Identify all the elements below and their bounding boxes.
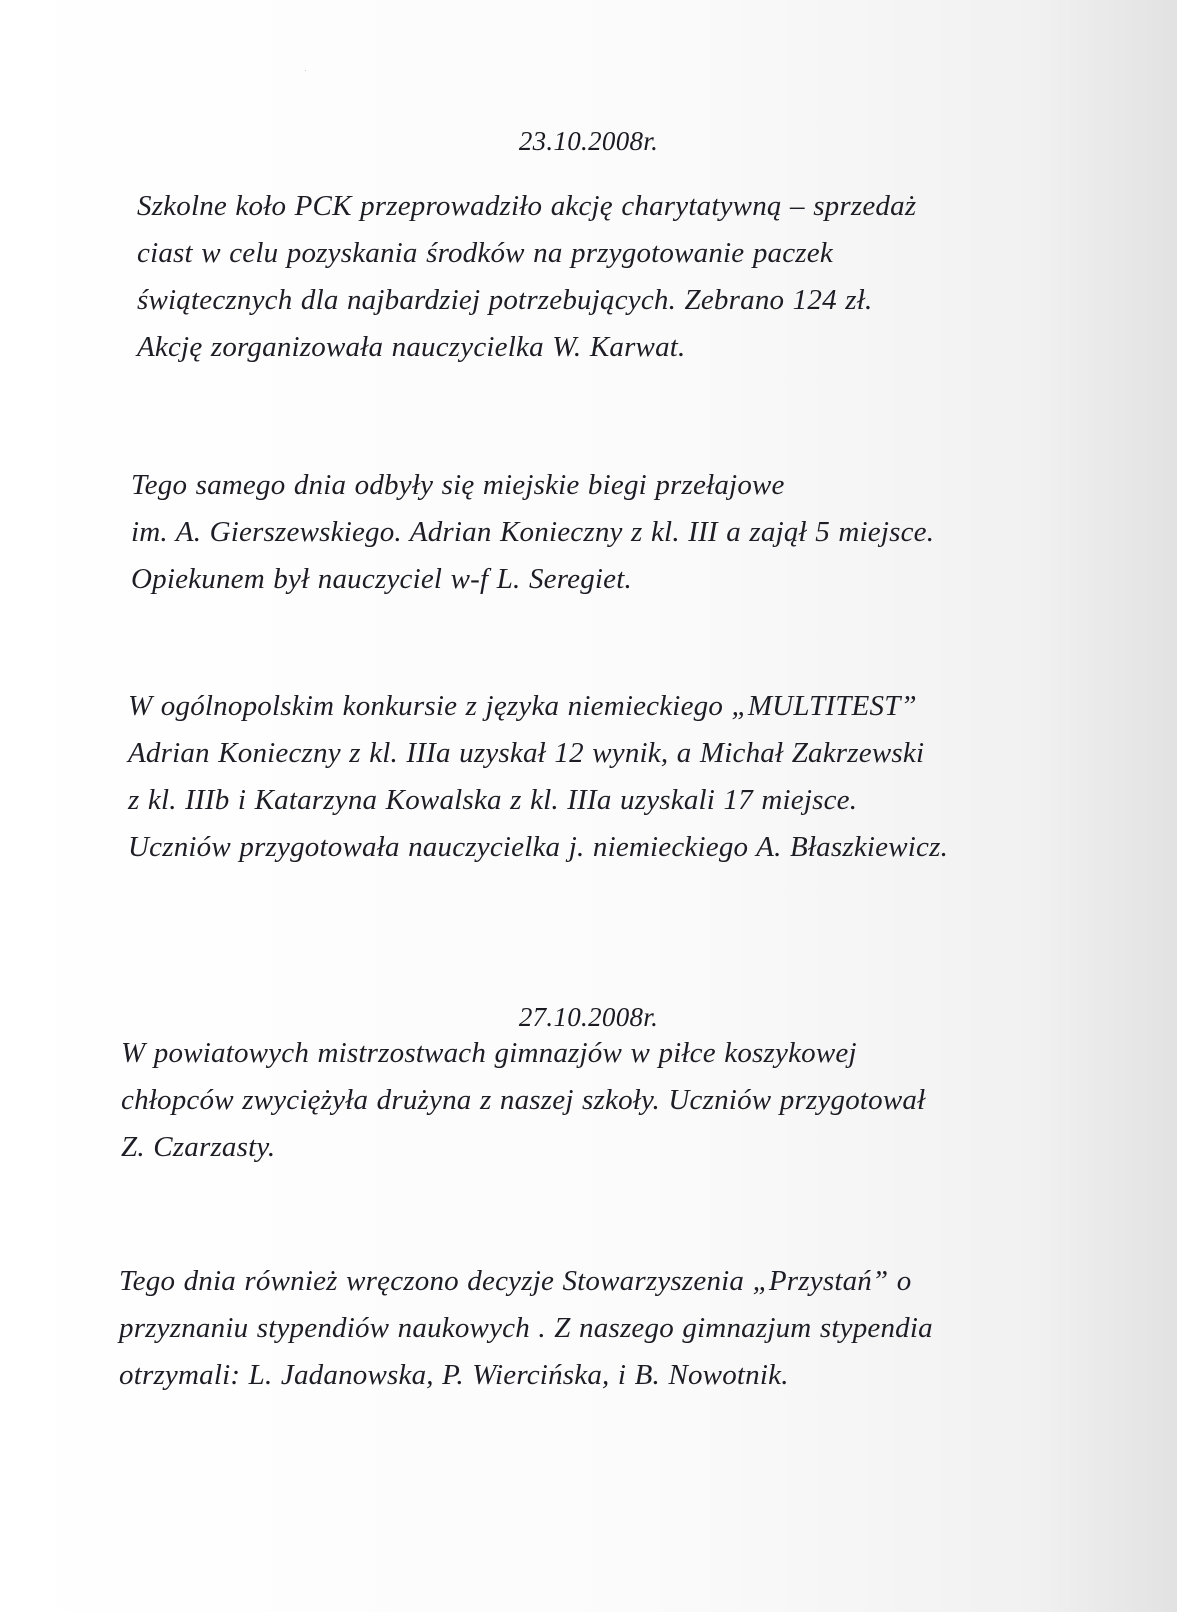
text-line: chłopców zwyciężyła drużyna z naszej szkoły. Uczniów przygotował: [121, 1084, 926, 1116]
text-line: W ogólnopolskim konkursie z języka niemieckiego „MULTITEST”: [128, 690, 917, 722]
text-line: Adrian Konieczny z kl. IIIa uzyskał 12 wynik, a Michał Zakrzewski: [128, 737, 925, 769]
text-line: Szkolne koło PCK przeprowadziło akcję charytatywną – sprzedaż: [137, 190, 917, 222]
entry-paragraph: [121, 1030, 925, 1171]
text-line: z kl. IIIb i Katarzyna Kowalska z kl. IIIa uzyskali 17 miejsce.: [128, 784, 858, 816]
text-line: Tego dnia również wręczono decyzje Stowarzyszenia „Przystań” o: [119, 1265, 912, 1297]
entry-date: 23.10.2008r.: [518, 126, 659, 156]
text-line: im. A. Gierszewskiego. Adrian Konieczny z kl. III a zajął 5 miejsce.: [131, 516, 935, 548]
text-line: Uczniów przygotowała nauczycielka j. niemieckiego A. Błaszkiewicz.: [128, 831, 949, 863]
text-line: Akcję zorganizowała nauczycielka W. Karwat.: [137, 331, 686, 363]
entry-paragraph: [119, 1258, 933, 1399]
entry-paragraph: [131, 462, 934, 603]
entry-paragraph: [137, 183, 916, 371]
text-line: świątecznych dla najbardziej potrzebujących. Zebrano 124 zł.: [137, 284, 873, 316]
text-line: Tego samego dnia odbyły się miejskie biegi przełajowe: [131, 469, 785, 501]
text-line: otrzymali: L. Jadanowska, P. Wiercińska, i B. Nowotnik.: [119, 1359, 789, 1391]
text-line: W powiatowych mistrzostwach gimnazjów w piłce koszykowej: [121, 1037, 857, 1069]
text-line: Z. Czarzasty.: [121, 1131, 276, 1163]
text-line: Opiekunem był nauczyciel w-f L. Seregiet.: [131, 563, 632, 595]
paper-speck: [305, 70, 306, 71]
text-line: ciast w celu pozyskania środków na przygotowanie paczek: [137, 237, 833, 269]
entry-paragraph: [128, 683, 948, 871]
text-line: przyznaniu stypendiów naukowych . Z naszego gimnazjum stypendia: [119, 1312, 933, 1344]
entry-date: 27.10.2008r.: [518, 1002, 659, 1032]
